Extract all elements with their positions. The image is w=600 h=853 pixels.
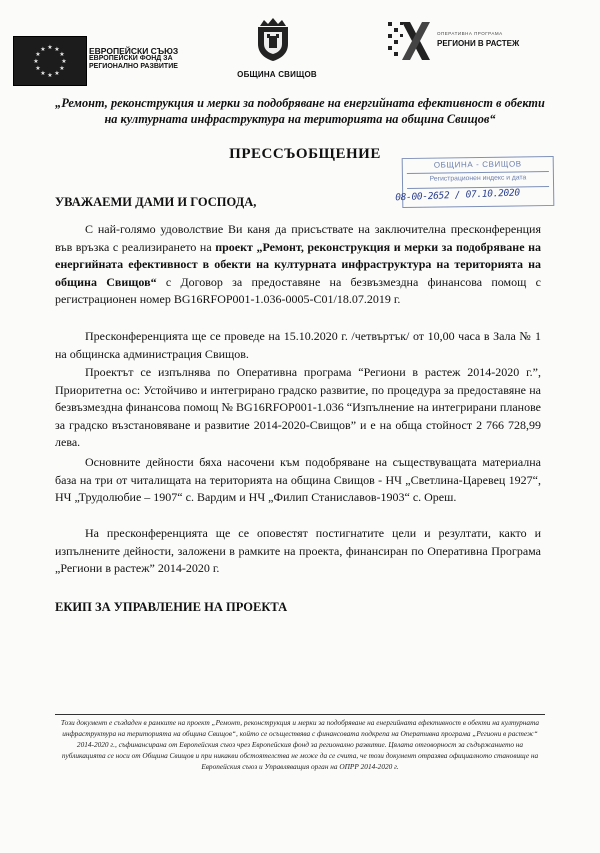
- footer-divider: [55, 714, 545, 715]
- municipality-crest-icon: [254, 16, 292, 62]
- svg-text:★: ★: [59, 65, 65, 72]
- svg-text:★: ★: [33, 58, 39, 65]
- paragraph-date: Пресконференцията ще се проведе на 15.10.2020 г. /четвъртък/ от 10,00 часа в Зала № 1 на общинска администрация Свищов.: [55, 329, 541, 361]
- svg-text:★: ★: [35, 51, 41, 58]
- paragraph-activities: Основните дейности бяха насочени към подобряване на съществуващата материална база на три от читалищата на територията на община Свищов - НЧ „Светлина-Царевец 1927“, НЧ „Трудолюбие – 1907“ с. Вардим и НЧ „Филип Станиславов-1903“ с. Ореш.: [55, 455, 541, 505]
- svg-text:★: ★: [54, 70, 60, 77]
- project-title-line-2: на културната инфраструктура на територията на община Свищов“: [104, 112, 496, 126]
- municipality-name: ОБЩИНА СВИЩОВ: [237, 70, 317, 79]
- program-small-label: ОПЕРАТИВНА ПРОГРАМА: [437, 31, 503, 36]
- eu-text-block: [89, 47, 178, 71]
- svg-text:★: ★: [40, 46, 46, 53]
- stamp-municipality: ОБЩИНА - СВИЩОВ: [433, 159, 522, 170]
- svg-text:★: ★: [47, 44, 53, 51]
- page-title: ПРЕССЪОБЩЕНИЕ: [229, 146, 381, 162]
- paragraph-invitation-project: проект „Ремонт, реконструкция и мерки за подобряване на енергийната ефективност в обекти на културната инфраструктура на територията на община Свищов“: [55, 239, 541, 289]
- eu-union-label: ЕВРОПЕЙСКИ СЪЮЗ: [89, 46, 179, 56]
- stamp-index-label: Регистрационен индекс и дата: [429, 174, 527, 183]
- paragraph-results: На пресконференцията ще се оповестят постигнатите цели и резултати, както и изпълнените дейности, заложени в рамките на проекта, финансиран по Оперативна Програма „Региони в растеж” 2014-2020 г.: [55, 526, 541, 576]
- paragraph-program: Проектът се изпълнява по Оперативна програма “Региони в растеж 2014-2020 г.”, Приоритетна ос: Устойчиво и интегрирано градско развитие, по процедура за предоставяне на безвъзмездна финансова помощ № BG16RFOP001-1.036 “Изпълнение на интегрирани планове за градско възстановяване и развитие 2014-2020-Свищов” и е на обща стойност 2 766 728,99 лева.: [55, 365, 541, 450]
- svg-text:★: ★: [61, 58, 67, 65]
- eu-regional-label: РЕГИОНАЛНО РАЗВИТИЕ: [89, 63, 178, 70]
- stamp-handwritten-number: 08-00-2652 / 07.10.2020: [395, 187, 521, 204]
- greeting-heading: УВАЖАЕМИ ДАМИ И ГОСПОДА,: [55, 195, 257, 209]
- project-title-line-1: „Ремонт, реконструкция и мерки за подобряване на енергийната ефективност в обекти: [55, 96, 545, 110]
- svg-text:★: ★: [40, 70, 46, 77]
- program-name-label: РЕГИОНИ В РАСТЕЖ: [437, 39, 520, 48]
- team-signature: ЕКИП ЗА УПРАВЛЕНИЕ НА ПРОЕКТА: [55, 600, 288, 614]
- regions-in-growth-logo-icon: [386, 18, 432, 64]
- footer-disclaimer: Този документ е създаден в рамките на проект „Ремонт, реконструкция и мерки за подобряване на енергийната ефективност в обекти на културната инфраструктура на територията на община Свищов“, който се осъществява с финансовата подкрепа на Оперативна програма „Региони в растеж“ 2014-2020 г., съфинансирана от Европейския съюз чрез Европейския фонд за регионално развитие. Цялата отговорност за съдържанието на публикацията се носи от Община Свищов и при никакви обстоятелства не може да се счита, че този документ отразява официалното становище на Европейския съюз и Управляващия орган на ОПРР 2014-2020 г.: [60, 718, 540, 771]
- svg-text:★: ★: [47, 72, 53, 79]
- paragraph-invitation-intro: С най-голямо удоволствие Ви каня да присъствате на заключителна пресконференция във връзка с реализирането на: [55, 222, 541, 254]
- eu-flag-logo: [13, 36, 87, 86]
- paragraph-invitation: [55, 221, 541, 309]
- registration-stamp: [395, 156, 555, 208]
- svg-text:★: ★: [54, 46, 60, 53]
- eu-fund-label: ЕВРОПЕЙСКИ ФОНД ЗА: [89, 55, 173, 62]
- project-title: [30, 95, 570, 127]
- svg-text:★: ★: [35, 65, 41, 72]
- svg-text:★: ★: [59, 51, 65, 58]
- paragraph-invitation-contract: с Договор за предоставяне на безвъзмездна финансова помощ с регистрационен номер BG16RFOP001-1.036-0005-C01/18.07.2019 г.: [55, 274, 541, 307]
